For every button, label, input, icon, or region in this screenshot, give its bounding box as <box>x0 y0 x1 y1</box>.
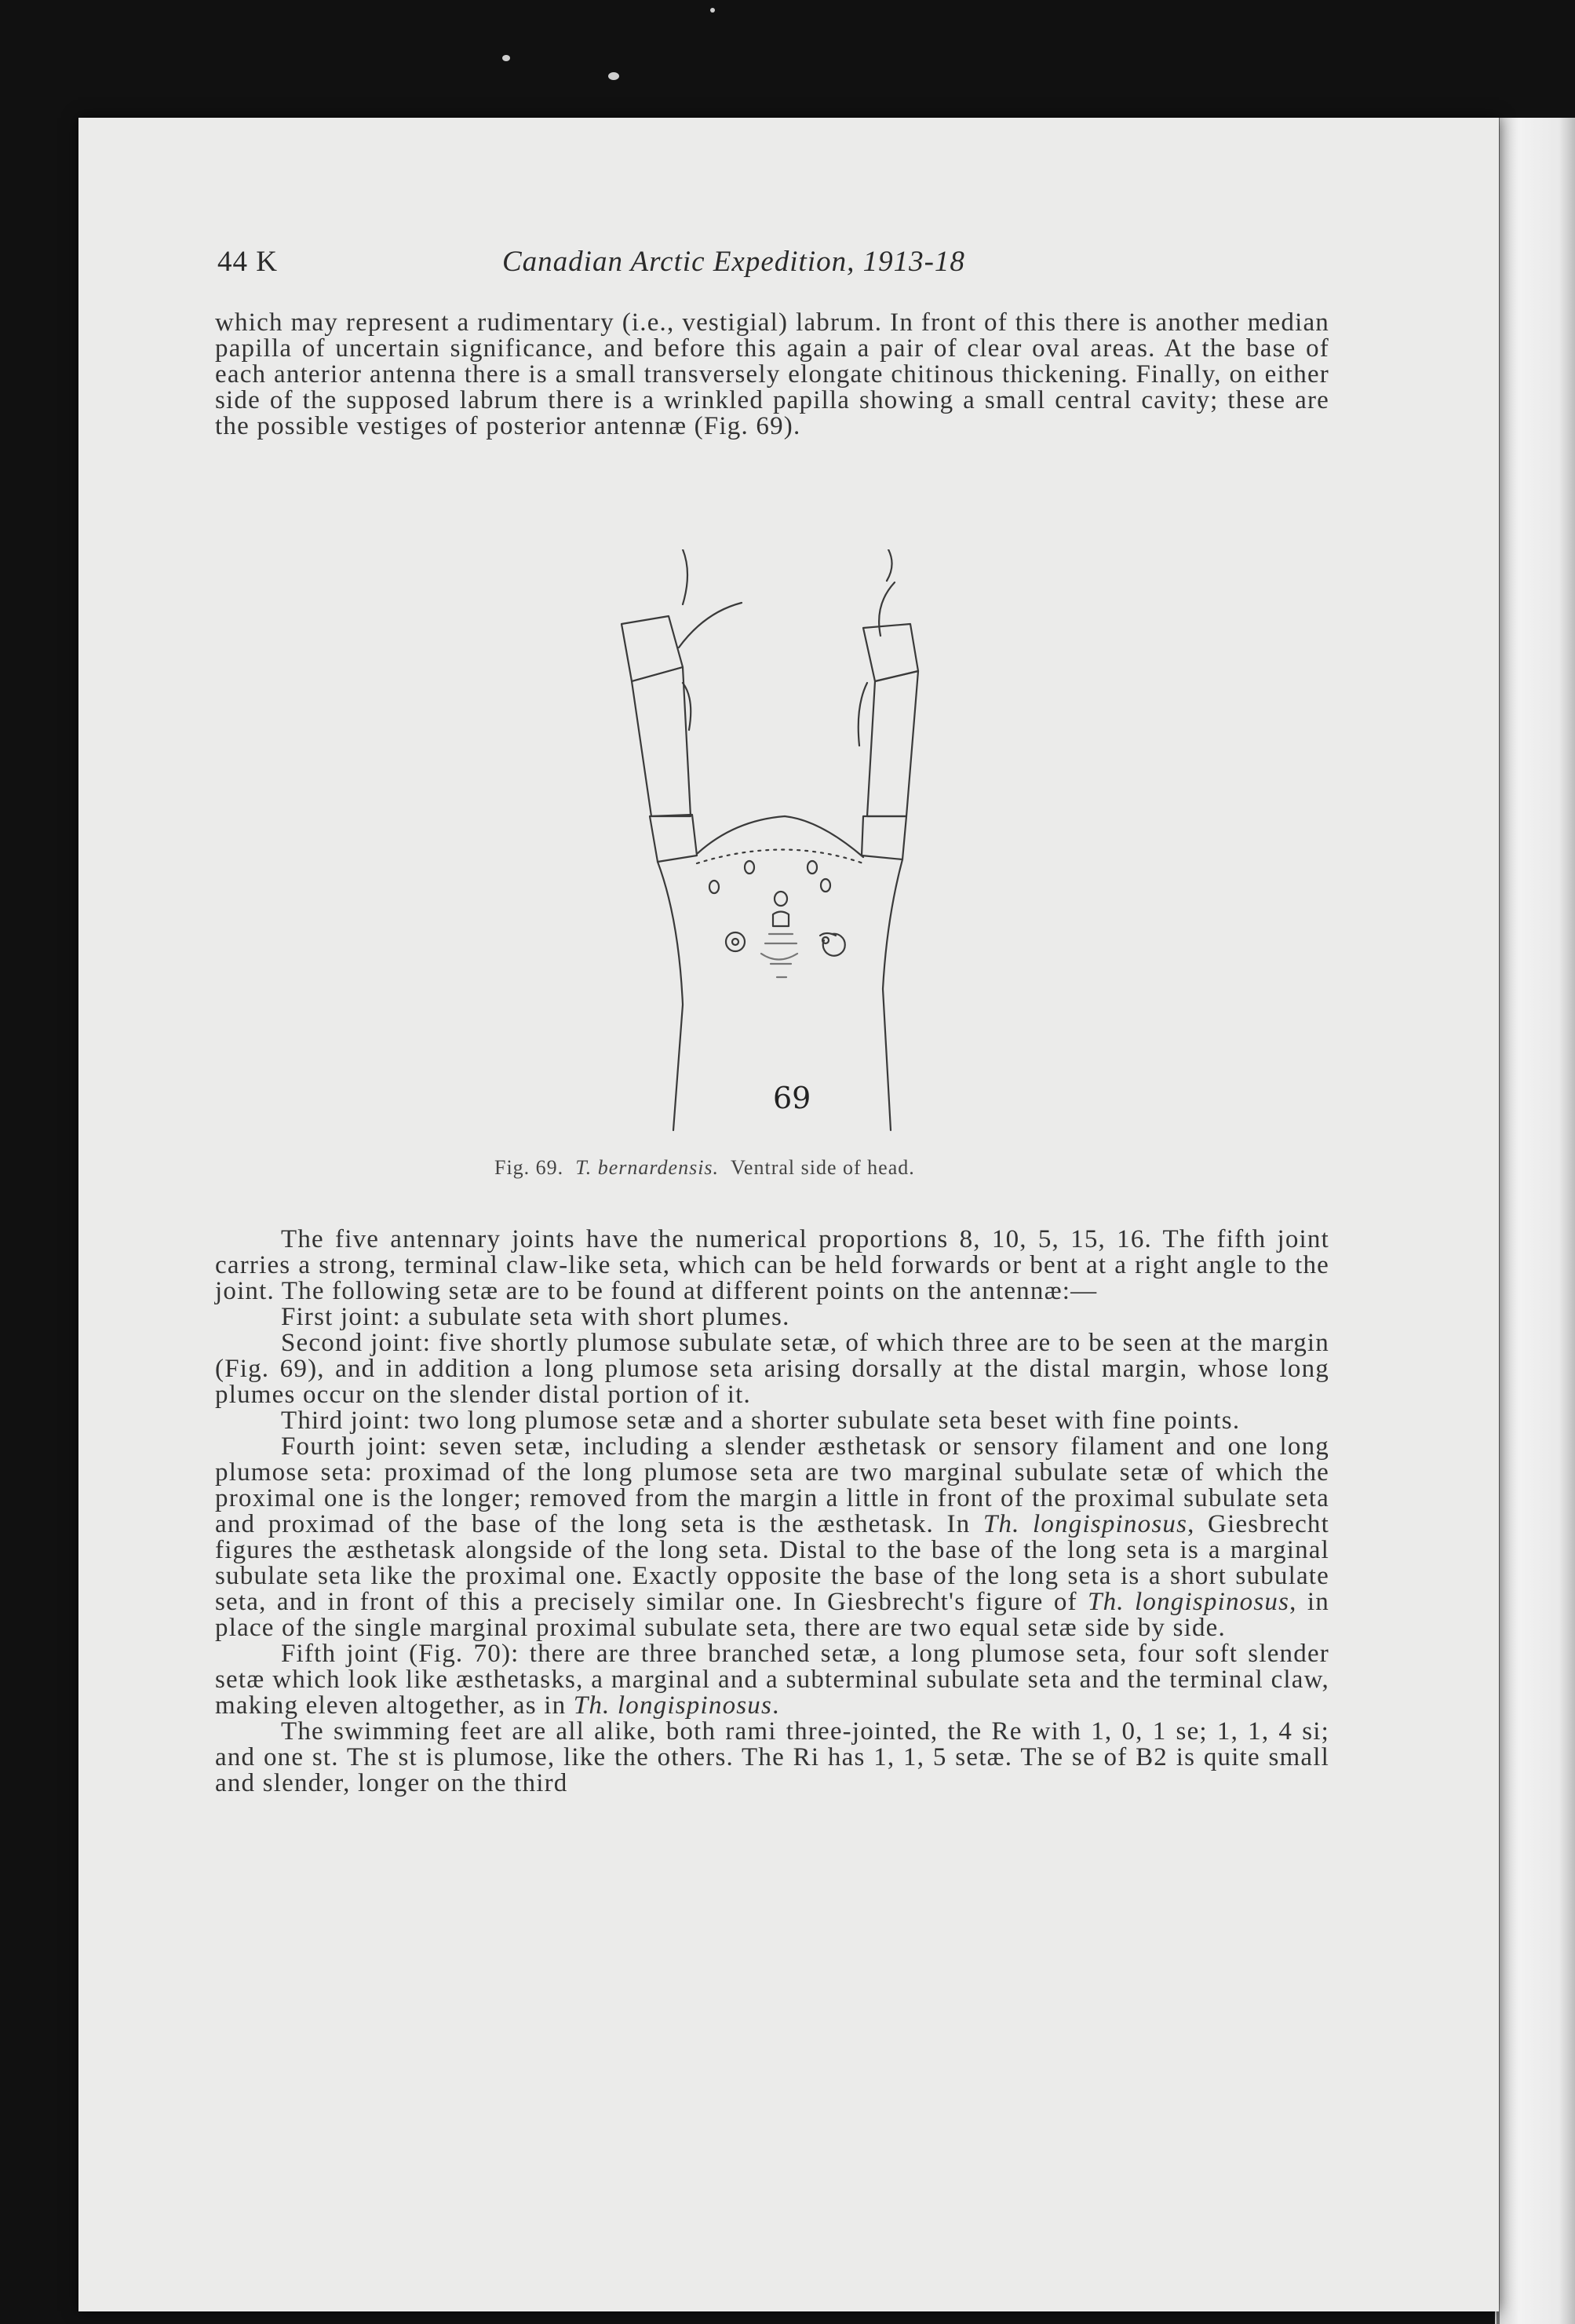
left-wrinkled-papilla <box>726 932 745 951</box>
page-number: 44 K <box>217 246 278 278</box>
running-title: Canadian Arctic Expedition, 1913-18 <box>502 246 965 278</box>
labrum <box>761 934 797 977</box>
left-antenna-joint-4 <box>632 667 691 816</box>
paragraph-fourth-joint: Fourth joint: seven setæ, including a slender æsthetask or sensory filament and one long plumose seta: proximad of the long plumose seta are two marginal subulate setæ of which the proximal one is the longer; removed from the margin a little in front of the proximal subulate seta and proximad of the base of the long seta is the æsthetask. In Th. longispinosus, Giesbrecht figures the æsthetask alongside of the long seta. Distal to the base of the long seta is a marginal subulate seta like the proximal one. Exactly opposite the base of the long seta is a short subulate seta, and in front of this a precisely similar one. In Giesbrecht's figure of Th. longispinosus, in place of the single marginal proximal subulate seta, there are two equal setæ side by side. <box>215 1432 1329 1642</box>
dust-spot <box>608 72 619 80</box>
right-antenna-joint-3 <box>862 816 906 859</box>
head-dotted-boundary <box>697 850 863 864</box>
adjacent-page-edge <box>1495 118 1575 2324</box>
right-wrinkled-papilla <box>820 933 845 956</box>
paragraph-swimming-feet: The swimming feet are all alike, both rami three-jointed, the Re with 1, 0, 1 se; 1, 1, 4 si; and one st. The st is plumose, like the others. The Ri has 1, 1, 5 setæ. The se of B2 is quite small and slender, longer on the third <box>215 1717 1329 1797</box>
caption-text: Ventral side of head. <box>731 1156 915 1179</box>
paragraph-third-joint: Third joint: two long plumose setæ and a shorter subulate seta beset with fine points. <box>281 1406 1241 1435</box>
left-antenna-joint-5 <box>622 616 683 681</box>
paragraph-first-joint: First joint: a subulate seta with short plumes. <box>281 1303 790 1331</box>
paragraph-second-joint: Second joint: five shortly plumose subulate setæ, of which three are to be seen at the margin (Fig. 69), and in addition a long plumose seta arising dorsally at the distal margin, whose long plumes occur on the slender distal portion of it. <box>215 1329 1329 1409</box>
labrum-upper <box>773 912 789 927</box>
left-claw-seta-branch <box>679 603 742 648</box>
right-median-papilla <box>808 861 817 874</box>
clear-oval-right <box>821 879 830 892</box>
species-name: Th. longispinosus <box>983 1510 1188 1538</box>
left-median-papilla <box>745 861 754 874</box>
species-name: Th. longispinosus <box>573 1691 773 1720</box>
figure-number-label: 69 <box>773 1081 811 1115</box>
figure-69-illustration <box>604 549 981 1146</box>
clear-oval-left <box>709 881 719 893</box>
figure-caption <box>494 1156 915 1180</box>
intro-paragraph-text: which may represent a rudimentary (i.e., vestigial) labrum. In front of this there is another median papilla of uncertain significance, and before this again a pair of clear oval areas. At the base of each anterior antenna there is a small transversely elongate chitinous thickening. Finally, on either side of the supposed labrum there is a wrinkled papilla showing a small central cavity; these are the possible vestiges of posterior antennæ (Fig. 69). <box>215 308 1329 440</box>
dust-spot <box>502 55 510 61</box>
caption-species: T. bernardensis. <box>575 1156 720 1179</box>
paragraph-antennary-joints: The five antennary joints have the numerical proportions 8, 10, 5, 15, 16. The fifth joint carries a strong, terminal claw-like seta, which can be held forwards or bent at a right angle to the joint. The following setæ are to be found at different points on the antennæ:— <box>215 1225 1329 1305</box>
caption-prefix: Fig. 69. <box>494 1156 564 1179</box>
paragraph-fifth-joint: Fifth joint (Fig. 70): there are three branched setæ, a long plumose seta, four soft slender setæ which look like æsthetasks, a marginal and a subterminal subulate seta and the terminal claw, making eleven altogether, as in Th. longispinosus. <box>215 1640 1329 1720</box>
intro-paragraph <box>215 310 1329 440</box>
left-claw-seta <box>683 549 687 604</box>
left-antenna-joint-3 <box>650 815 697 862</box>
right-antenna-joint-4 <box>867 671 918 816</box>
right-claw-seta <box>887 549 892 581</box>
body-text <box>215 1227 1329 1797</box>
right-seta <box>859 683 867 746</box>
species-name: Th. longispinosus <box>1088 1588 1290 1616</box>
book-page <box>78 118 1499 2311</box>
right-claw-seta-branch <box>879 582 895 636</box>
dust-spot <box>710 8 715 13</box>
median-papilla <box>775 892 787 906</box>
